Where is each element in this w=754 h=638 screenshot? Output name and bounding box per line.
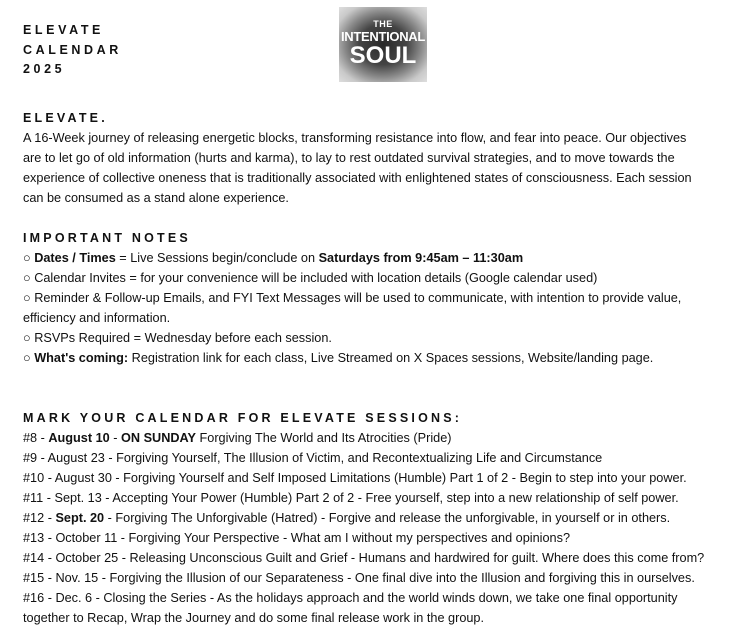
session-separator: - [109, 431, 122, 445]
elevate-heading: ELEVATE. [23, 111, 108, 125]
session-item: #14 - October 25 - Releasing Unconscious Guilt and Grief - Humans and hardwired for guilt. Where does this come from? [23, 551, 705, 565]
note-item [23, 328, 332, 348]
elevate-paragraph-line: experience of collective oneness that is traditionally associated with enlightened states of consciousness. Each session [23, 171, 692, 185]
session-item: #13 - October 11 - Forgiving Your Perspective - What am I without my perspectives and opinions? [23, 531, 571, 545]
note-item [23, 268, 597, 288]
logo-text-intentional: INTENTIONAL [340, 29, 426, 44]
sessions-heading: MARK YOUR CALENDAR FOR ELEVATE SESSIONS: [23, 411, 463, 425]
elevate-paragraph-line: are to let go of old information (hurts and karma), to lay to rest outdated survival strategies, and to move towards the [23, 151, 675, 165]
session-date: August 10 [48, 431, 110, 445]
note-text: Registration link for each class, Live Streamed on X Spaces sessions, Website/landing page. [128, 351, 654, 365]
session-item [23, 508, 670, 528]
session-title: Forgiving The World and Its Atrocities (Pride) [195, 431, 452, 445]
note-text: = Live Sessions begin/conclude on [115, 251, 319, 265]
session-item: #15 - Nov. 15 - Forgiving the Illusion of our Separateness - One final dive into the Illusion and forgiving this in ourselves. [23, 571, 695, 585]
note-text: Calendar Invites = for your convenience will be included with location details (Google calendar used) [34, 271, 598, 285]
session-item [23, 428, 451, 448]
session-continuation: together to Recap, Wrap the Journey and do some final release work in the group. [23, 611, 485, 625]
session-item: #9 - August 23 - Forgiving Yourself, The Illusion of Victim, and Recontextualizing Life and Circumstance [23, 451, 603, 465]
session-title: - Forgiving The Unforgivable (Hatred) - Forgive and release the unforgivable, in yourself or in others. [104, 511, 671, 525]
session-item: #16 - Dec. 6 - Closing the Series - As the holidays approach and the world winds down, we take one final opportunity [23, 591, 678, 605]
session-item: #10 - August 30 - Forgiving Yourself and Self Imposed Limitations (Humble) Part 1 of 2 - Begin to step into your power. [23, 471, 687, 485]
note-text: Reminder & Follow-up Emails, and FYI Text Messages will be used to communicate, with intention to provide value, [34, 291, 682, 305]
elevate-paragraph-line: can be consumed as a stand alone experience. [23, 191, 289, 205]
session-number: #8 - [23, 431, 49, 445]
note-item [23, 348, 653, 368]
bullet-icon: ○ [23, 351, 31, 365]
logo-text-the: THE [373, 19, 393, 29]
bullet-icon: ○ [23, 331, 31, 345]
logo-text-soul: SOUL [349, 42, 417, 69]
intentional-soul-logo [339, 7, 427, 82]
note-continuation: efficiency and information. [23, 311, 171, 325]
note-label: Dates / Times [34, 251, 116, 265]
session-number: #12 - [23, 511, 56, 525]
bullet-icon: ○ [23, 251, 31, 265]
document-title [23, 21, 122, 80]
session-item: #11 - Sept. 13 - Accepting Your Power (Humble) Part 2 of 2 - Free yourself, step into a new relationship of self power. [23, 491, 679, 505]
important-notes-heading: IMPORTANT NOTES [23, 231, 191, 245]
bullet-icon: ○ [23, 291, 31, 305]
title-line: ELEVATE [23, 23, 104, 37]
title-line: 2025 [23, 62, 66, 76]
note-label: What's coming: [34, 351, 129, 365]
session-note: ON SUNDAY [121, 431, 196, 445]
session-date: Sept. 20 [55, 511, 105, 525]
note-text: RSVPs Required = Wednesday before each session. [34, 331, 332, 345]
note-item [23, 288, 681, 308]
title-line: CALENDAR [23, 42, 122, 57]
note-emphasis: Saturdays from 9:45am – 11:30am [318, 251, 524, 265]
note-item [23, 248, 523, 268]
elevate-paragraph-line: A 16-Week journey of releasing energetic blocks, transforming resistance into flow, and fear into peace. Our objectives [23, 131, 687, 145]
bullet-icon: ○ [23, 271, 31, 285]
